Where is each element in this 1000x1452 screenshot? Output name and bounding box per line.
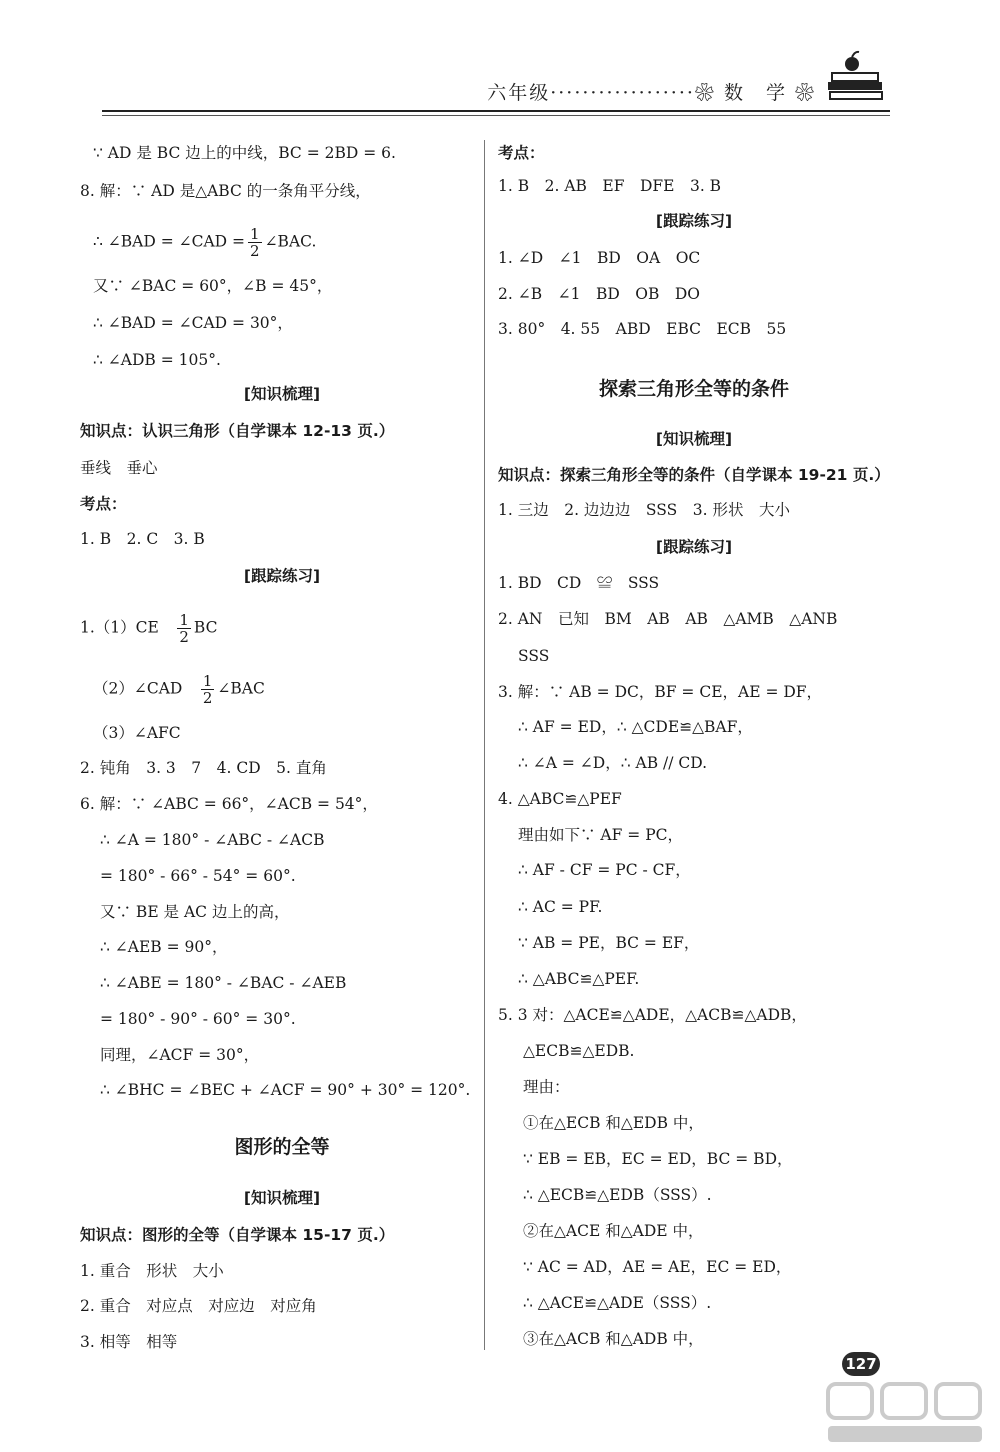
text-line: ∴ △ABC≌△PEF. [518, 970, 640, 988]
fraction [201, 673, 215, 706]
fraction-denominator: 2 [250, 242, 260, 260]
text-line: 1. B 2. C 3. B [80, 530, 205, 548]
text-line: 1. B 2. AB EF DFE 3. B [498, 177, 722, 195]
text-segment: ∠BAC. [264, 232, 317, 251]
equation-line [93, 226, 316, 259]
equation-line [80, 612, 217, 645]
fraction-denominator: 2 [202, 689, 213, 707]
text-line: 1. 重合 形状 大小 [80, 1262, 224, 1280]
text-line: 1. BD CD ≌ SSS [498, 574, 660, 592]
text-line: = 180° - 90° - 60° = 30°. [100, 1010, 296, 1028]
text-line: 垂线 垂心 [80, 459, 158, 477]
text-line: 8. 解：∵ AD 是△ABC 的一条角平分线， [80, 182, 371, 200]
text-line: SSS [518, 647, 550, 665]
text-line: 2. ∠B ∠1 BD OB DO [498, 285, 700, 303]
text-line: ∵ EB = EB，EC = ED，BC = BD， [523, 1150, 793, 1168]
text-segment: ∠BAC [217, 679, 265, 698]
text-segment: ∴ ∠BAD = ∠CAD = [93, 232, 246, 251]
section-label: [跟踪练习] [655, 538, 733, 556]
text-line: ∴ △ECB≌△EDB（SSS）. [523, 1186, 712, 1204]
section-label: [知识梳理] [655, 430, 733, 448]
text-line: 又∵ BE 是 AC 边上的高， [100, 903, 290, 921]
text-line: ①在△ECB 和△EDB 中， [523, 1114, 704, 1132]
column-divider [484, 140, 485, 1350]
text-line: ∴ ∠ADB = 105°. [93, 351, 221, 369]
header-rule [102, 110, 890, 112]
text-line: 6. 解：∵ ∠ABC = 66°，∠ACB = 54°， [80, 795, 378, 813]
text-segment: （2）∠CAD [93, 679, 183, 698]
text-line: 3. 相等 相等 [80, 1333, 178, 1351]
text-line: 1. 三边 2. 边边边 SSS 3. 形状 大小 [498, 501, 790, 519]
section-label: [跟踪练习] [655, 212, 733, 230]
text-line: 2. 重合 对应点 对应边 对应角 [80, 1297, 317, 1315]
fraction-numerator: 1 [250, 225, 260, 243]
text-line: ∵ AD 是 BC 边上的中线，BC = 2BD = 6. [93, 144, 396, 162]
text-line: （3）∠AFC [93, 724, 181, 742]
text-line: 5. 3 对：△ACE≌△ADE，△ACB≌△ADB， [498, 1006, 807, 1024]
text-line: ∵ AC = AD，AE = AE，EC = ED， [523, 1258, 792, 1276]
header-title: 六年级··················❀ 数 学 ❀ [487, 82, 816, 104]
text-line: 1. ∠D ∠1 BD OA OC [498, 249, 701, 267]
fraction-numerator: 1 [202, 672, 213, 690]
section-title: 探索三角形全等的条件 [598, 378, 789, 400]
section-label: [知识梳理] [243, 1189, 321, 1207]
text-line: ∴ ∠BAD = ∠CAD = 30°， [93, 314, 293, 332]
label-kaodian: 考点： [498, 144, 545, 162]
fraction-numerator: 1 [179, 611, 189, 629]
equation-line [93, 673, 265, 706]
books-apple-icon [820, 48, 890, 108]
text-line: ∴ ∠AEB = 90°， [100, 938, 228, 956]
text-line: 3. 解：∵ AB = DC，BF = CE，AE = DF， [498, 683, 823, 701]
page-number: 127 [842, 1352, 880, 1376]
text-line: ∴ AF - CF = PC - CF， [518, 861, 691, 879]
knowledge-point: 知识点：探索三角形全等的条件（自学课本 19-21 页.） [498, 466, 890, 484]
text-line: ∴ △ACE≌△ADE（SSS）. [523, 1294, 712, 1312]
section-label: [知识梳理] [243, 385, 321, 403]
text-segment: BC [193, 618, 218, 637]
knowledge-point: 知识点：图形的全等（自学课本 15-17 页.） [80, 1226, 395, 1244]
text-line: ③在△ACB 和△ADB 中， [523, 1330, 704, 1348]
section-label: [跟踪练习] [243, 567, 321, 585]
text-line: ∴ AF = ED，∴ △CDE≌△BAF， [518, 718, 753, 736]
text-line: 2. AN 已知 BM AB AB △AMB △ANB [498, 610, 838, 628]
text-line: ∴ ∠BHC = ∠BEC + ∠ACF = 90° + 30° = 120°. [100, 1081, 471, 1099]
text-line: 理由： [523, 1078, 570, 1096]
text-line: ∴ ∠ABE = 180° - ∠BAC - ∠AEB [100, 974, 347, 992]
text-line: ∵ AB = PE，BC = EF， [518, 934, 700, 952]
watermark-logo [820, 1378, 990, 1448]
fraction [177, 612, 191, 645]
text-line: 理由如下∵ AF = PC， [518, 826, 684, 844]
header-rule-thin [102, 115, 890, 116]
text-line: 同理，∠ACF = 30°， [100, 1046, 260, 1064]
fraction [248, 226, 262, 259]
label-kaodian: 考点： [80, 495, 127, 513]
text-line: 4. △ABC≌△PEF [498, 790, 622, 808]
text-line: 又∵ ∠BAC = 60°，∠B = 45°， [93, 277, 333, 295]
text-segment: 1.（1）CE [80, 618, 159, 637]
text-line: ∴ ∠A = ∠D，∴ AB // CD. [518, 754, 708, 772]
text-line: ②在△ACE 和△ADE 中， [523, 1222, 704, 1240]
text-line: ∴ AC = PF. [518, 898, 603, 916]
text-line: = 180° - 66° - 54° = 60°. [100, 867, 296, 885]
section-title: 图形的全等 [234, 1136, 330, 1158]
text-line: 2. 钝角 3. 3 7 4. CD 5. 直角 [80, 759, 327, 777]
text-line: △ECB≌△EDB. [523, 1042, 635, 1060]
knowledge-point: 知识点：认识三角形（自学课本 12-13 页.） [80, 422, 395, 440]
fraction-denominator: 2 [179, 628, 189, 646]
page-header [78, 70, 890, 120]
text-line: 3. 80° 4. 55 ABD EBC ECB 55 [498, 320, 787, 338]
text-line: ∴ ∠A = 180° - ∠ABC - ∠ACB [100, 831, 325, 849]
